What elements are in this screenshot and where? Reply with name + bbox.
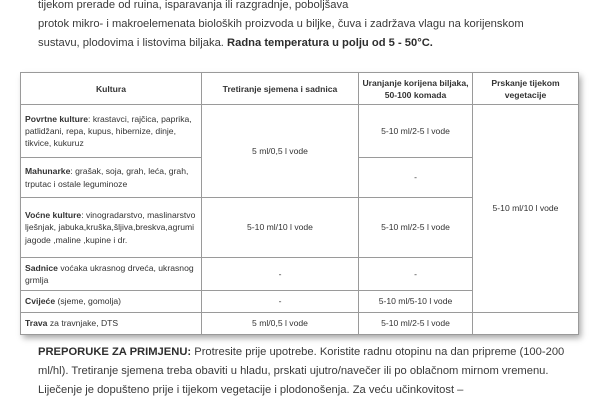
spray-dose-empty [473,313,579,335]
crop-desc: za travnjake, DTS [47,318,119,329]
header-root-dipping: Uranjanje korijena biljaka, 50-100 komada [359,73,473,105]
seed-dose: - [202,258,359,291]
crop-desc: : grašak, soja, grah, leća, grah, trputac i ostale leguminoze [25,166,189,189]
crop-name: Mahunarke [25,166,71,177]
intro-line-3-text: sustavu, plodovima i listovima biljaka. [38,37,228,49]
crop-cell [21,105,202,158]
header-kultura: Kultura [21,73,202,105]
crop-cell [21,158,202,198]
crop-name: Trava [25,318,48,329]
crop-cell [21,198,202,258]
recommendations-paragraph [38,343,583,400]
seed-dose: 5-10 ml/10 l vode [202,198,359,258]
crop-name: Sadnice [25,262,58,273]
crop-cell [21,313,202,335]
intro-line-1: tijekom prerade od ruina, isparavanja ili razgradnje, poboljšava [38,0,349,11]
dip-dose: - [359,158,473,198]
header-spraying: Prskanje tijekom vegetacije [473,73,579,105]
seed-dose: 5 ml/0,5 l vode [202,313,359,335]
crop-name: Povrtne kulture [25,113,89,124]
spray-dose-merged: 5-10 ml/10 l vode [473,105,579,313]
intro-line-2: protok mikro- i makroelemenata bioloških proizvoda u biljke, čuva i zadržava vlagu na korijenskom [38,18,524,30]
recommendations-body: Protresite prije upotrebe. Koristite radnu otopinu na dan pripreme (100-200 ml/hl). Tretiranje sjemena treba obaviti u hladu, prskati ujutro/navečer ili po oblačnom mirnom vremenu. Liječenje je dopušteno prije i tijekom vegetacije i plodonošenja. Za veću učinkovitost – [38,346,565,396]
crop-desc: : vinogradarstvo, maslinarstvo lješnjak, jabuka,kruška,šljiva,breskva,agrumi jagode ,maline ,kupine i dr. [25,210,196,245]
crop-desc: (sjeme, gomolja) [55,296,122,307]
dip-dose: 5-10 ml/5-10 l vode [359,291,473,313]
crop-desc: voćaka ukrasnog drveća, ukrasnog grmlja [25,262,194,285]
dosage-table-container [20,72,578,334]
table-row [21,313,579,335]
header-seed-treatment: Tretiranje sjemena i sadnica [202,73,359,105]
recommendations-text [38,343,583,400]
table-header-row [21,73,579,105]
seed-dose: - [202,291,359,313]
dosage-table [20,72,579,335]
dip-dose: 5-10 ml/2-5 l vode [359,105,473,158]
table-row [21,105,579,158]
dip-dose: 5-10 ml/2-5 l vode [359,198,473,258]
intro-paragraph [38,0,583,53]
crop-cell [21,291,202,313]
dip-dose: 5-10 ml/2-5 l vode [359,313,473,335]
crop-name: Cvijeće [25,296,56,307]
working-temperature: Radna temperatura u polju od 5 - 50°C. [227,37,433,49]
crop-cell [21,258,202,291]
recommendations-label: PREPORUKE ZA PRIMJENU: [38,346,192,358]
crop-desc: : krastavci, rajčica, paprika, patlidžani, repa, kupus, hibernize, dinje, tikvice, kukuruz [25,113,192,149]
intro-line-3 [38,34,583,53]
dip-dose: - [359,258,473,291]
crop-name: Voćne kulture [25,210,82,221]
seed-dose-merged: 5 ml/0,5 l vode [202,105,359,198]
